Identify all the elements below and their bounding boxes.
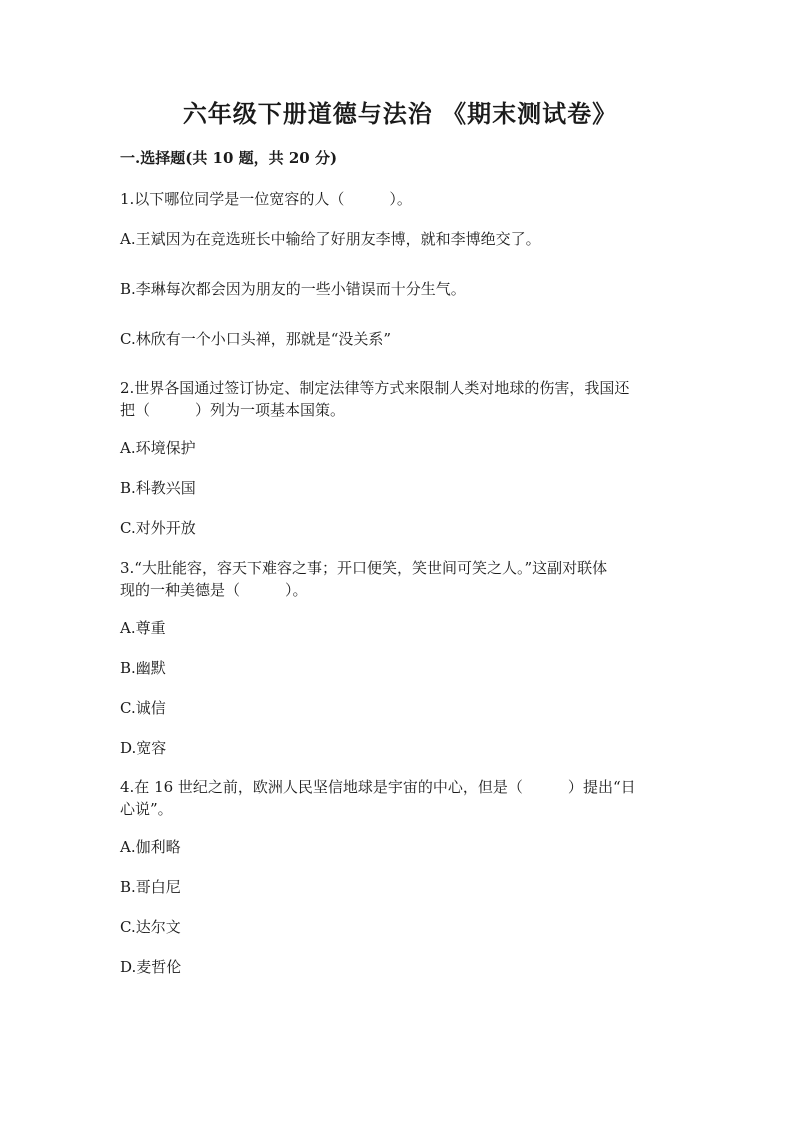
question-1-option-c: C.林欣有一个小口头禅，那就是“没关系” xyxy=(120,330,392,348)
question-2-stem-line-1: 2.世界各国通过签订协定、制定法律等方式来限制人类对地球的伤害，我国还 xyxy=(120,379,630,397)
question-3-stem-line-2: 现的一种美德是（ ）。 xyxy=(120,581,308,599)
question-4-option-c: C.达尔文 xyxy=(120,918,181,936)
question-2-option-c: C.对外开放 xyxy=(120,519,196,537)
question-4-option-a: A.伽利略 xyxy=(120,838,181,856)
question-3-option-c: C.诚信 xyxy=(120,699,166,717)
question-4-stem-line-1: 4.在 16 世纪之前，欧洲人民坚信地球是宇宙的中心，但是（ ）提出“日 xyxy=(120,778,636,796)
question-1-stem: 1.以下哪位同学是一位宽容的人（ ）。 xyxy=(120,190,412,208)
question-3-option-a: A.尊重 xyxy=(120,619,166,637)
question-1-option-a: A.王斌因为在竞选班长中输给了好朋友李博，就和李博绝交了。 xyxy=(120,230,541,248)
page-title: 六年级下册道德与法治 《期末测试卷》 xyxy=(182,99,618,128)
question-2-option-b: B.科教兴国 xyxy=(120,479,196,497)
question-3-option-d: D.宽容 xyxy=(120,739,167,757)
question-3-option-b: B.幽默 xyxy=(120,659,166,677)
question-3-stem-line-1: 3.“大肚能容，容天下难容之事；开口便笑，笑世间可笑之人。”这副对联体 xyxy=(120,559,608,577)
question-4-option-b: B.哥白尼 xyxy=(120,878,181,896)
question-1-option-b: B.李琳每次都会因为朋友的一些小错误而十分生气。 xyxy=(120,280,466,298)
question-2-stem-line-2: 把（ ）列为一项基本国策。 xyxy=(120,401,346,419)
question-4-option-d: D.麦哲伦 xyxy=(120,958,182,976)
question-4-stem-line-2: 心说”。 xyxy=(120,800,173,818)
section-heading: 一.选择题(共 10 题，共 20 分) xyxy=(120,149,338,167)
question-2-option-a: A.环境保护 xyxy=(120,439,196,457)
